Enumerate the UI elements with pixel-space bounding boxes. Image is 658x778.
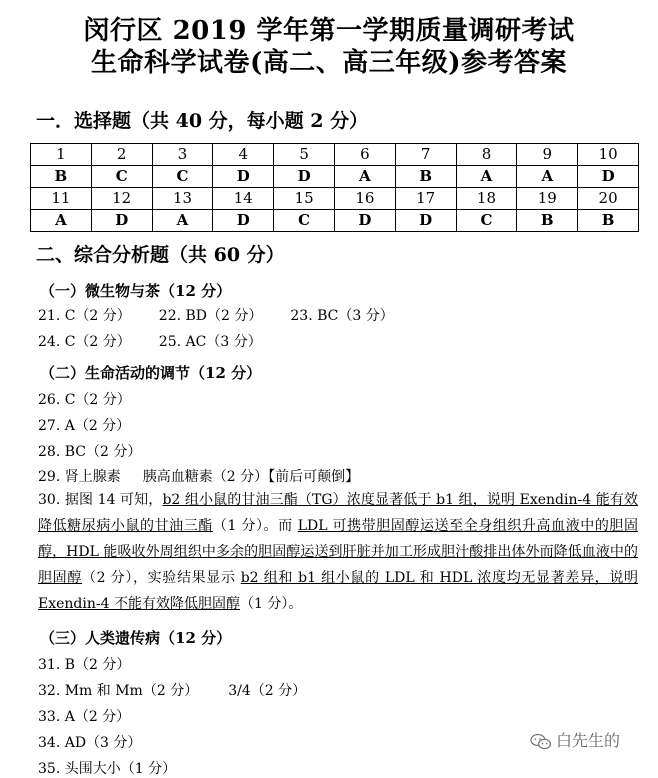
answer-30-underlined: b2 组小鼠的甘油三酯（TG）浓度显著低于 b1 组，说明 Exendin-4 能有效降低糖尿病小鼠的甘油三酯 [38,492,638,534]
table-cell: B [517,210,578,232]
table-cell: 11 [31,188,92,210]
table-cell: C [91,166,152,188]
part3-heading: （三）人类遗传病（12 分） [40,629,232,647]
table-row-answers-2 [31,210,639,232]
answer-29a: 29. 肾上腺素 [38,469,121,485]
answer-24: 24. C（2 分） [38,334,131,350]
table-cell: 1 [31,144,92,166]
answer-line-24-25 [38,331,262,351]
watermark [530,728,620,751]
table-cell: 2 [91,144,152,166]
answer-25: 25. AC（3 分） [158,334,262,350]
table-cell: 5 [274,144,335,166]
table-cell: 17 [395,188,456,210]
answer-34: 34. AD（3 分） [38,735,142,751]
answer-line-32 [38,680,306,700]
table-cell: C [274,210,335,232]
answer-30-underlined: LDL 可携带胆固醇运送至全身组织升高血液中的胆固醇，HDL 能吸收外周组织中多余的胆固醇运送到肝脏并加工形成胆汁酸排出体外而降低血液中的胆固醇 [38,518,638,586]
table-cell: A [517,166,578,188]
table-cell: 20 [578,188,639,210]
table-cell: 3 [152,144,213,166]
table-cell: 4 [213,144,274,166]
table-cell: D [213,210,274,232]
watermark-text: 白先生的 [556,731,621,750]
answer-32b: 3/4（2 分） [228,683,307,699]
table-cell: C [152,166,213,188]
table-row-numbers-2 [31,188,639,210]
part1-heading: （一）微生物与茶（12 分） [40,282,232,300]
answer-28: 28. BC（2 分） [38,444,142,460]
table-cell: 7 [395,144,456,166]
table-cell: A [334,166,395,188]
answer-35: 35. 头围大小（1 分） [38,761,177,777]
table-cell: B [31,166,92,188]
answer-23: 23. BC（3 分） [290,308,394,324]
answer-30-underlined: b2 组和 b1 组小鼠的 LDL 和 HDL 浓度均无显著差异，说明 Exendin-4 不能有效降低胆固醇 [38,570,639,612]
table-cell: 9 [517,144,578,166]
table-cell: C [456,210,517,232]
answer-30-text: （1 分）。而 [212,518,298,534]
table-cell: B [578,210,639,232]
table-cell: D [91,210,152,232]
answer-31: 31. B（2 分） [38,657,131,673]
table-cell: D [578,166,639,188]
table-cell: 6 [334,144,395,166]
table-cell: D [274,166,335,188]
answer-29b: 胰高血糖素（2 分）【前后可颠倒】 [142,469,360,485]
answer-table [30,143,639,232]
table-cell: 10 [578,144,639,166]
table-cell: A [31,210,92,232]
answer-line-21-23 [38,305,394,325]
table-cell: 13 [152,188,213,210]
answer-27: 27. A（2 分） [38,418,131,434]
table-cell: A [152,210,213,232]
section1-heading: 一．选择题（共 40 分，每小题 2 分） [36,110,369,132]
answer-30-text: （2 分），实验结果显示 [81,570,241,586]
section2-heading: 二、综合分析题（共 60 分） [36,244,285,266]
table-cell: 8 [456,144,517,166]
answer-32a: 32. Mm 和 Mm（2 分） [38,683,199,699]
answer-30-paragraph [38,487,638,617]
answer-33: 33. A（2 分） [38,709,131,725]
table-cell: 16 [334,188,395,210]
table-cell: D [213,166,274,188]
answer-30-text: 30. 据图 14 可知， [38,492,163,508]
answer-26: 26. C（2 分） [38,392,131,408]
answer-22: 22. BD（2 分） [158,308,263,324]
table-cell: 19 [517,188,578,210]
document-title-line1: 闵行区 2019 学年第一学期质量调研考试 [83,16,575,46]
table-cell: 14 [213,188,274,210]
table-row-numbers-1 [31,144,639,166]
table-cell: A [456,166,517,188]
table-cell: D [395,210,456,232]
answer-21: 21. C（2 分） [38,308,131,324]
document-title-line2: 生命科学试卷(高二、高三年级)参考答案 [90,48,568,78]
answer-line-29 [38,466,359,486]
table-cell: 18 [456,188,517,210]
table-cell: 15 [274,188,335,210]
table-cell: B [395,166,456,188]
wechat-icon [530,731,556,750]
table-cell: 12 [91,188,152,210]
answer-30-text: （1 分）。 [239,596,303,612]
table-row-answers-1 [31,166,639,188]
table-cell: D [334,210,395,232]
part2-heading: （二）生命活动的调节（12 分） [40,364,262,382]
